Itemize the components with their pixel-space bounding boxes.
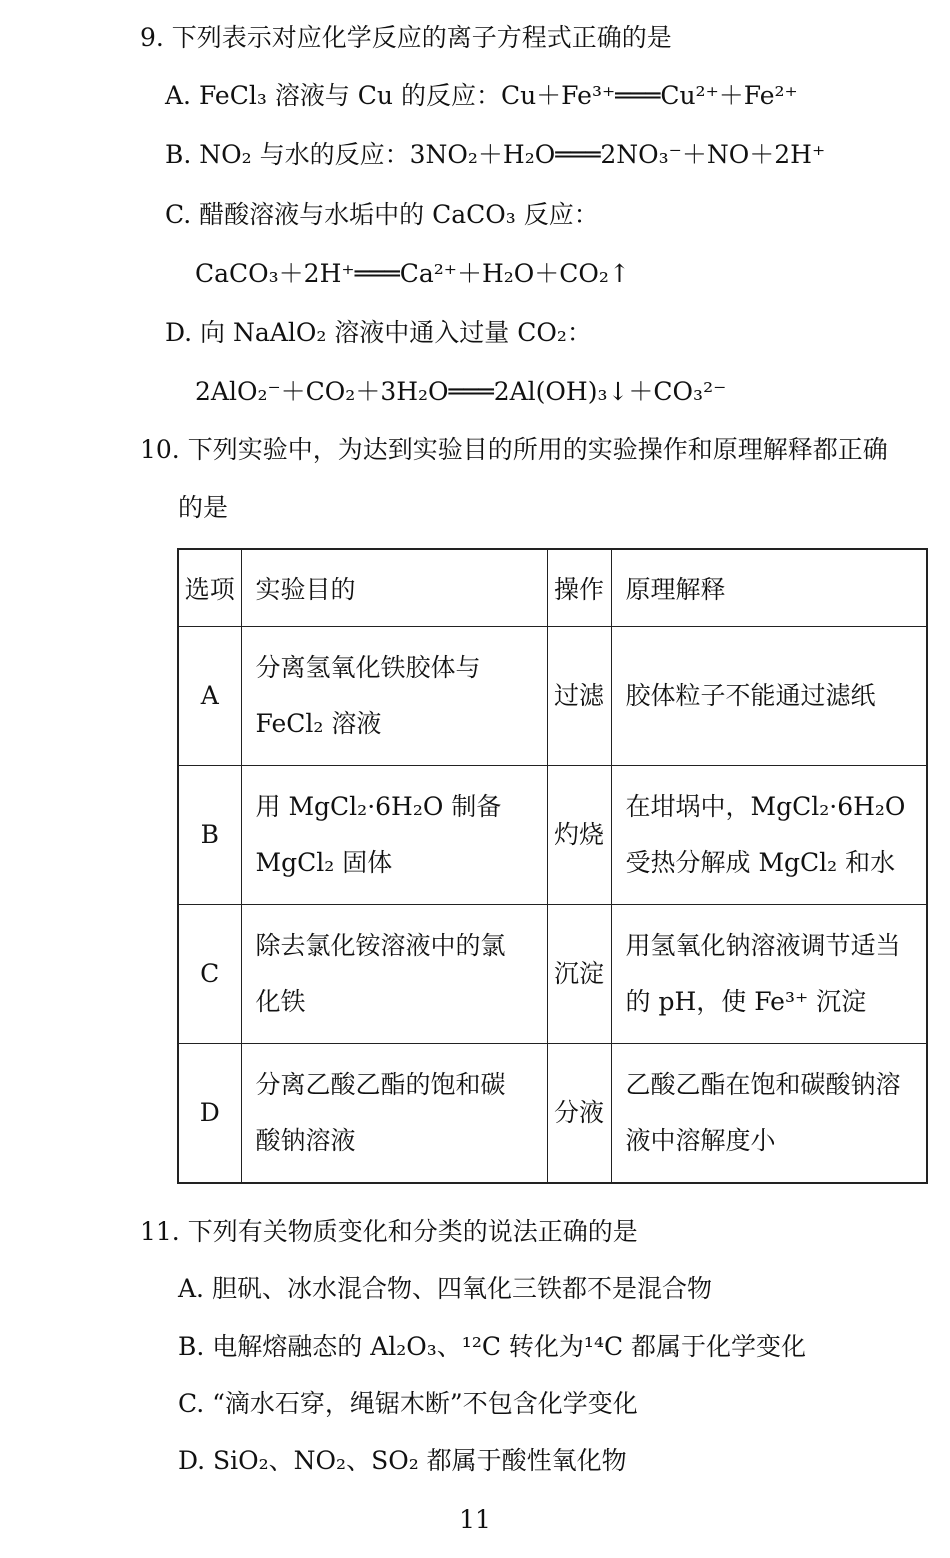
row-explanation — [611, 627, 927, 766]
row-option: C — [178, 905, 241, 1044]
row-explanation — [611, 1044, 927, 1184]
explanation-line: 受热分解成 MgCl₂ 和水 — [625, 848, 896, 877]
q11-option-d: D. SiO₂、NO₂、SO₂ 都属于酸性氧化物 — [178, 1446, 627, 1475]
explanation-line: 的 pH，使 Fe³⁺ 沉淀 — [625, 987, 867, 1016]
table-row — [178, 905, 927, 1044]
row-explanation — [611, 905, 927, 1044]
header-goal: 实验目的 — [241, 549, 547, 627]
row-option: B — [178, 766, 241, 905]
q11-option-b: B. 电解熔融态的 Al₂O₃、¹²C 转化为¹⁴C 都属于化学变化 — [178, 1332, 807, 1361]
q9-option-d-equation: 2AlO₂⁻＋CO₂＋3H₂O═══2Al(OH)₃↓＋CO₃²⁻ — [195, 377, 727, 406]
row-goal — [241, 766, 547, 905]
row-goal — [241, 1044, 547, 1184]
header-explanation: 原理解释 — [611, 549, 927, 627]
q9-option-c-equation: CaCO₃＋2H⁺═══Ca²⁺＋H₂O＋CO₂↑ — [195, 259, 630, 288]
explanation-line: 胶体粒子不能通过滤纸 — [625, 681, 876, 710]
q9-option-a: A. FeCl₃ 溶液与 Cu 的反应：Cu＋Fe³⁺═══Cu²⁺＋Fe²⁺ — [165, 81, 798, 110]
explanation-line: 用氢氧化钠溶液调节适当 — [625, 931, 901, 960]
explanation-line: 液中溶解度小 — [625, 1126, 776, 1155]
row-goal — [241, 627, 547, 766]
q9-option-b: B. NO₂ 与水的反应：3NO₂＋H₂O═══2NO₃⁻＋NO＋2H⁺ — [165, 140, 826, 169]
q11-stem: 11. 下列有关物质变化和分类的说法正确的是 — [140, 1217, 638, 1246]
row-option: D — [178, 1044, 241, 1184]
goal-line: 酸钠溶液 — [255, 1126, 356, 1155]
q9-stem: 9. 下列表示对应化学反应的离子方程式正确的是 — [140, 23, 672, 52]
goal-line: 化铁 — [255, 987, 306, 1016]
q9-option-c: C. 醋酸溶液与水垢中的 CaCO₃ 反应： — [165, 200, 599, 229]
table-row — [178, 1044, 927, 1184]
goal-line: MgCl₂ 固体 — [255, 848, 393, 877]
explanation-line: 乙酸乙酯在饱和碳酸钠溶 — [625, 1070, 901, 1099]
explanation-line: 在坩埚中，MgCl₂·6H₂O — [625, 792, 906, 821]
q9-option-d: D. 向 NaAlO₂ 溶液中通入过量 CO₂： — [165, 318, 592, 347]
table-row — [178, 766, 927, 905]
table-header-row — [178, 549, 927, 627]
goal-line: 除去氯化铵溶液中的氯 — [255, 931, 506, 960]
q10-stem-line1: 10. 下列实验中，为达到实验目的所用的实验操作和原理解释都正确 — [140, 435, 888, 464]
row-operation: 灼烧 — [547, 766, 611, 905]
table-row — [178, 627, 927, 766]
row-operation: 沉淀 — [547, 905, 611, 1044]
goal-line: 分离氢氧化铁胶体与 — [255, 653, 481, 682]
q11-option-c: C. “滴水石穿，绳锯木断”不包含化学变化 — [178, 1389, 638, 1418]
q11-option-a: A. 胆矾、冰水混合物、四氧化三铁都不是混合物 — [178, 1274, 712, 1303]
row-operation: 过滤 — [547, 627, 611, 766]
row-option: A — [178, 627, 241, 766]
row-goal — [241, 905, 547, 1044]
goal-line: 用 MgCl₂·6H₂O 制备 — [255, 792, 502, 821]
row-explanation — [611, 766, 927, 905]
row-operation: 分液 — [547, 1044, 611, 1184]
experiment-table — [177, 548, 928, 1184]
goal-line: 分离乙酸乙酯的饱和碳 — [255, 1070, 506, 1099]
goal-line: FeCl₂ 溶液 — [255, 709, 382, 738]
q10-stem-line2: 的是 — [178, 493, 229, 522]
header-operation: 操作 — [547, 549, 611, 627]
page-number: 11 — [459, 1505, 491, 1534]
header-option: 选项 — [178, 549, 241, 627]
